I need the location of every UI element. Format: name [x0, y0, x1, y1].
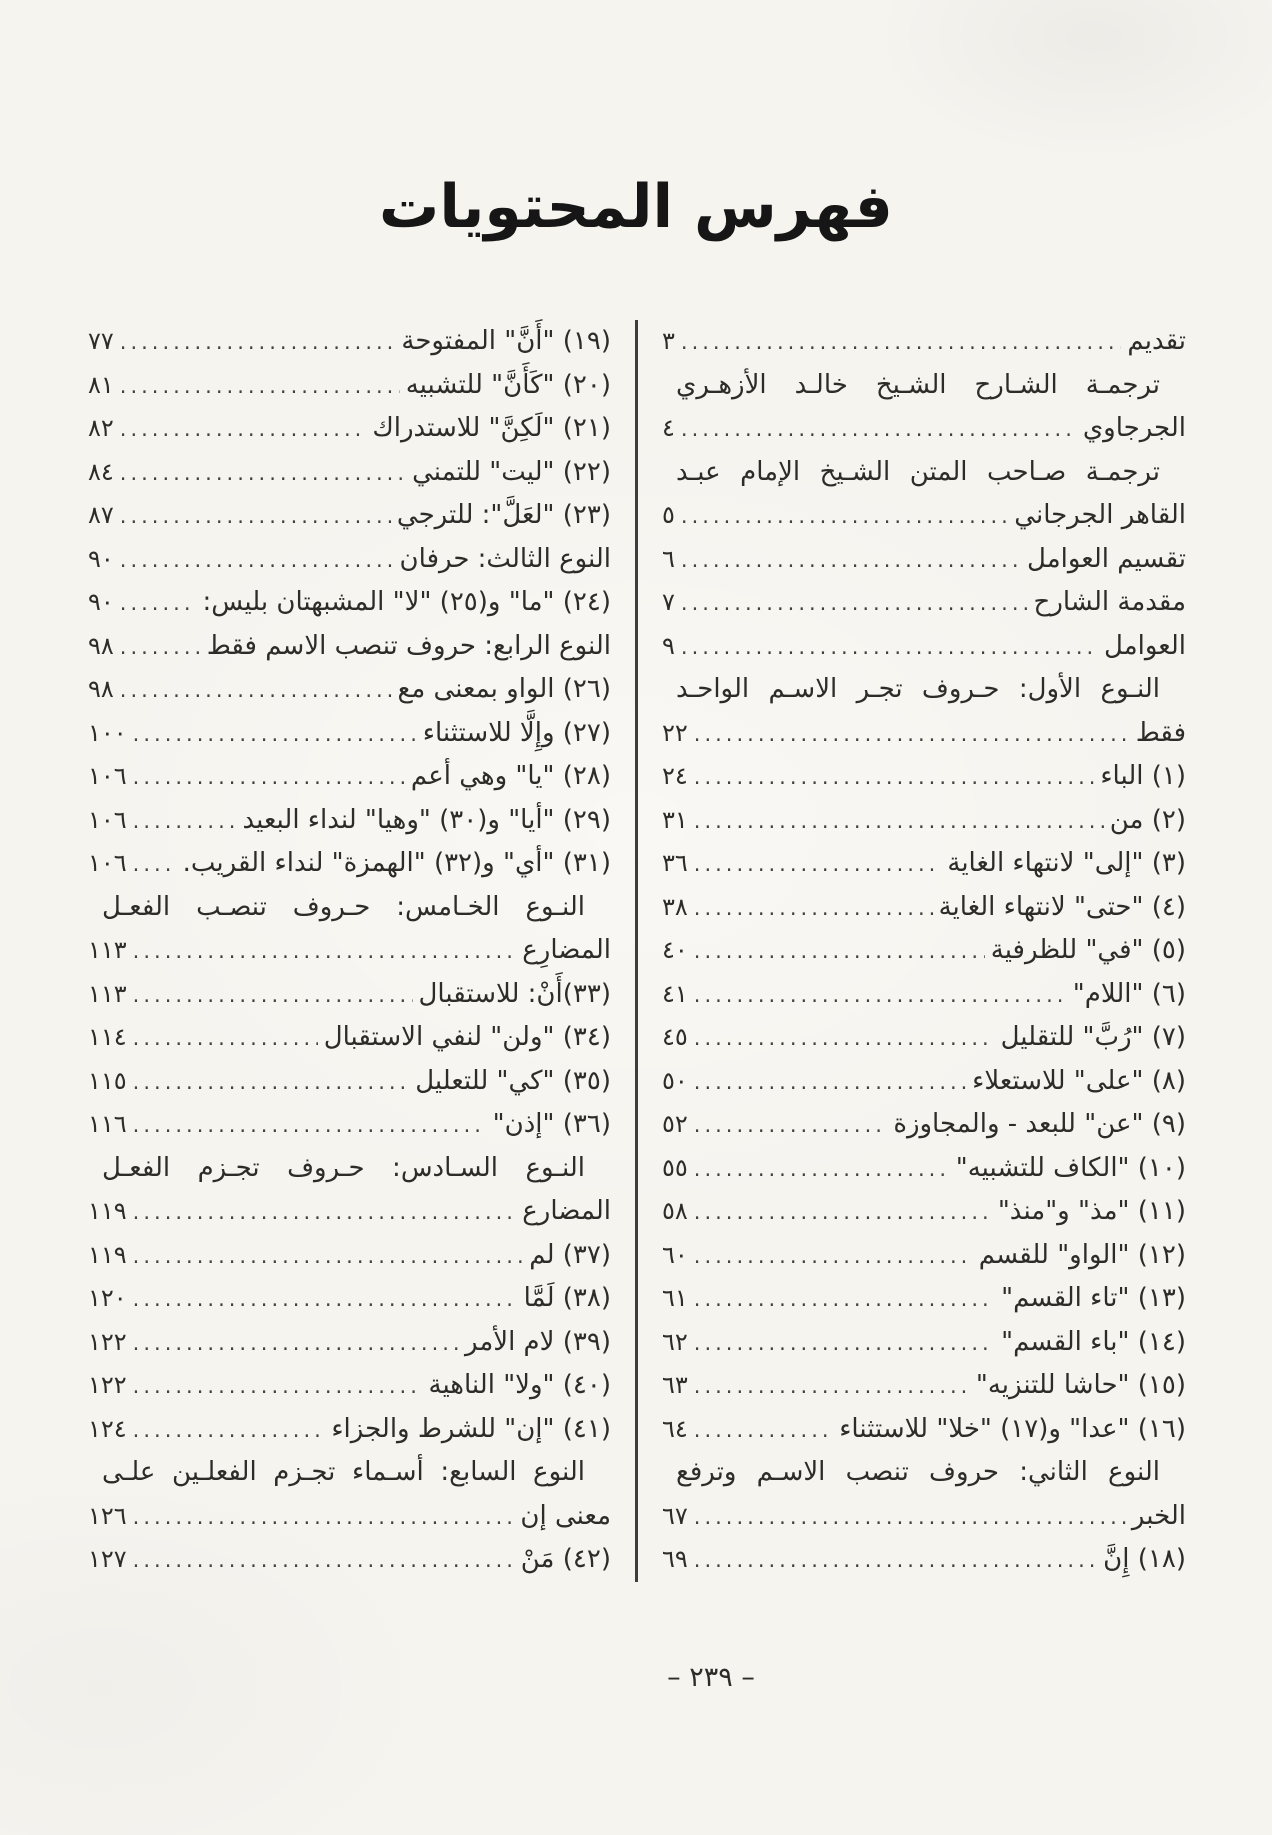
toc-entry-text: (٤١) "إن" للشرط والجزاء: [331, 1413, 611, 1444]
toc-entry-page-number: ٤١: [662, 979, 688, 1008]
toc-entry-page-number: ١٠٠: [88, 718, 127, 747]
toc-entry-page-number: ١١٣: [88, 979, 127, 1008]
toc-entry-text: (١٩) "أَنَّ" المفتوحة: [401, 326, 611, 356]
toc-entry-text: تقسيم العوامل: [1027, 543, 1186, 574]
dot-leader: [133, 1322, 459, 1366]
toc-entry-page-number: ٦١: [662, 1284, 688, 1312]
toc-entry-text: معنى إن: [520, 1500, 611, 1531]
toc-entry-row: [88, 1234, 611, 1278]
toc-entry-page-number: ٦٠: [662, 1240, 688, 1269]
toc-entry-row: [662, 1060, 1186, 1104]
dot-leader: [694, 1235, 973, 1279]
toc-entry-text: (٢٣) "لعَلَّ": للترجي: [396, 500, 611, 530]
toc-entry-row: [88, 1538, 611, 1582]
toc-entry-text: (٦) "اللام": [1072, 978, 1186, 1009]
toc-entry-text: (٣٦) "إذن": [492, 1109, 611, 1139]
toc-entry-text: (١٣) "تاء القسم": [1001, 1283, 1186, 1313]
toc-entry-page-number: ٦٢: [662, 1327, 688, 1356]
toc-entry-wrap-line: [662, 451, 1186, 495]
dot-leader: [120, 452, 406, 496]
toc-entry-text: (٣٧) لم: [529, 1239, 611, 1270]
dot-leader: [133, 1235, 524, 1279]
toc-entry-text: (١١) "مذ" و"منذ": [997, 1196, 1186, 1226]
toc-entry-row: [88, 320, 611, 364]
toc-entry-wrap-line: [88, 886, 611, 930]
toc-entry-page-number: ٨١: [88, 370, 114, 399]
toc-entry-row: [88, 364, 611, 408]
toc-entry-page-number: ٣: [662, 327, 675, 355]
toc-entry-page-number: ٧٧: [88, 327, 114, 355]
toc-columns: [84, 320, 1186, 1582]
toc-entry-wrap-line: [88, 1451, 611, 1495]
toc-entry-page-number: ٦: [662, 544, 675, 573]
toc-entry-row: [88, 1190, 611, 1234]
toc-entry-text: (٧) "رُبَّ" للتقليل: [1000, 1022, 1186, 1052]
toc-entry-page-number: ٦٩: [662, 1545, 688, 1573]
toc-entry-page-number: ٣١: [662, 805, 688, 834]
dot-leader: [681, 582, 1028, 626]
toc-entry-text: الخبر: [1131, 1500, 1186, 1531]
toc-entry-page-number: ٨٢: [88, 414, 114, 442]
toc-entry-wrap-line: [662, 364, 1186, 408]
dot-leader: [694, 1061, 966, 1105]
toc-entry-page-number: ٥٨: [662, 1197, 688, 1225]
toc-entry-page-number: ١٢٢: [88, 1371, 127, 1399]
toc-entry-text: (٢٦) الواو بمعنى مع: [397, 674, 611, 704]
toc-entry-text: (٤٢) مَنْ: [520, 1544, 611, 1574]
toc-entry-text: المضارِع: [522, 935, 611, 965]
toc-entry-page-number: ١١٥: [88, 1066, 127, 1095]
toc-entry-row: [662, 1408, 1186, 1452]
page-title: فهرس المحتويات: [379, 172, 893, 242]
toc-entry-text: (٤) "حتى" لانتهاء الغاية: [938, 891, 1186, 922]
toc-entry-page-number: ٥٠: [662, 1066, 688, 1095]
toc-entry-text: (٢) من: [1109, 804, 1186, 835]
toc-entry-text: النـوع الخـامس: حـروف تنصـب الفعـل: [102, 891, 585, 922]
toc-entry-row: [662, 929, 1186, 973]
toc-entry-text: النـوع السـادس: حـروف تجـزم الفعـل: [102, 1152, 585, 1183]
toc-entry-row: [88, 451, 611, 495]
toc-entry-row: [88, 668, 611, 712]
toc-entry-row: [88, 712, 611, 756]
toc-entry-row: [88, 755, 611, 799]
toc-entry-row: [88, 1495, 611, 1539]
toc-entry-page-number: ٩٨: [88, 631, 114, 660]
toc-entry-page-number: ٢٤: [662, 762, 688, 790]
dot-leader: [694, 1017, 995, 1061]
dot-leader: [120, 669, 392, 713]
toc-entry-page-number: ١١٦: [88, 1110, 127, 1138]
toc-entry-page-number: ١٢٠: [88, 1284, 127, 1312]
toc-entry-text: النـوع الأول: حـروف تجـر الاسـم الواحـد: [676, 674, 1160, 704]
toc-entry-row: [662, 1538, 1186, 1582]
toc-entry-row: [662, 799, 1186, 843]
toc-entry-text: (٢٢) "ليت" للتمني: [412, 456, 611, 487]
dot-leader: [133, 1104, 487, 1148]
dot-leader: [694, 1539, 1097, 1583]
dot-leader: [133, 756, 405, 800]
toc-entry-page-number: ٦٣: [662, 1371, 688, 1399]
toc-entry-page-number: ٢٢: [662, 718, 688, 747]
dot-leader: [120, 408, 367, 452]
toc-entry-row: [88, 1060, 611, 1104]
toc-entry-text: النوع الرابع: حروف تنصب الاسم فقط: [206, 630, 611, 661]
dot-leader: [694, 1148, 950, 1192]
toc-entry-row: [662, 538, 1186, 582]
dot-leader: [694, 1496, 1126, 1540]
toc-entry-row: [662, 407, 1186, 451]
toc-entry-row: [88, 581, 611, 625]
toc-entry-row: [662, 973, 1186, 1017]
footer-page-number: – ٢٣٩ –: [667, 1662, 755, 1693]
toc-entry-text: (١٤) "باء القسم": [1001, 1326, 1186, 1357]
toc-entry-text: النوع السابع: أسـماء تجـزم الفعلـين علـى: [102, 1457, 585, 1487]
toc-entry-text: (٣٣)أَنْ: للاستقبال: [418, 978, 611, 1009]
dot-leader: [681, 539, 1021, 583]
dot-leader: [133, 1365, 423, 1409]
toc-entry-text: (٣١) "أي" و(٣٢) "الهمزة" لنداء القريب.: [182, 848, 611, 878]
toc-entry-page-number: ١٠٦: [88, 762, 127, 790]
toc-entry-row: [88, 973, 611, 1017]
toc-entry-text: (١) الباء: [1100, 761, 1186, 791]
toc-entry-row: [662, 712, 1186, 756]
toc-entry-row: [662, 755, 1186, 799]
toc-entry-text: (٢٨) "يا" وهي أعم: [410, 761, 611, 791]
dot-leader: [133, 843, 177, 887]
toc-entry-text: (٢١) "لَكِنَّ" للاستدراك: [372, 413, 611, 443]
dot-leader: [681, 495, 1008, 539]
toc-entry-text: (٢٩) "أيا" و(٣٠) "وهيا" لنداء البعيد: [242, 804, 611, 835]
toc-entry-row: [662, 1147, 1186, 1191]
dot-leader: [120, 321, 396, 365]
toc-entry-page-number: ٣٦: [662, 849, 688, 877]
dot-leader: [120, 365, 400, 409]
toc-entry-text: (٣٤) "ولن" لنفي الاستقبال: [323, 1022, 611, 1052]
dot-leader: [133, 1017, 318, 1061]
toc-entry-wrap-line: [88, 1147, 611, 1191]
toc-entry-row: [662, 842, 1186, 886]
toc-entry-text: مقدمة الشارح: [1033, 587, 1186, 617]
toc-entry-text: (١٨) إِنَّ: [1103, 1544, 1186, 1574]
toc-entry-text: (٣٩) لام الأمر: [464, 1326, 611, 1357]
dot-leader: [694, 1278, 995, 1322]
dot-leader: [120, 582, 197, 626]
toc-entry-text: القاهر الجرجاني: [1014, 500, 1186, 530]
toc-entry-row: [662, 1495, 1186, 1539]
toc-entry-text: تقديم: [1127, 326, 1186, 356]
toc-entry-page-number: ٩٠: [88, 588, 114, 616]
dot-leader: [133, 1278, 518, 1322]
dot-leader: [694, 1365, 970, 1409]
dot-leader: [694, 843, 942, 887]
toc-entry-page-number: ٤٠: [662, 936, 688, 964]
toc-entry-row: [662, 1190, 1186, 1234]
dot-leader: [694, 887, 933, 931]
toc-entry-page-number: ١١٩: [88, 1240, 127, 1269]
toc-entry-page-number: ١٢٢: [88, 1327, 127, 1356]
dot-leader: [133, 974, 413, 1018]
toc-entry-row: [662, 1234, 1186, 1278]
toc-left-column: [84, 320, 635, 1582]
toc-entry-wrap-line: [662, 1451, 1186, 1495]
toc-entry-page-number: ١٠٦: [88, 849, 127, 877]
toc-entry-row: [662, 320, 1186, 364]
toc-entry-text: المضارع: [522, 1196, 611, 1226]
dot-leader: [694, 930, 985, 974]
toc-entry-page-number: ٩٠: [88, 544, 114, 573]
toc-entry-page-number: ٥٥: [662, 1153, 688, 1182]
toc-entry-text: (١٥) "حاشا للتنزيه": [975, 1370, 1186, 1400]
dot-leader: [681, 626, 1098, 670]
toc-entry-row: [88, 1016, 611, 1060]
toc-entry-page-number: ٥٢: [662, 1110, 688, 1138]
dot-leader: [120, 539, 394, 583]
toc-entry-page-number: ١٢٧: [88, 1545, 127, 1573]
toc-entry-row: [88, 625, 611, 669]
toc-entry-row: [662, 625, 1186, 669]
toc-entry-row: [662, 1016, 1186, 1060]
toc-entry-row: [88, 1408, 611, 1452]
toc-entry-wrap-line: [662, 668, 1186, 712]
toc-entry-text: (١٦) "عدا" و(١٧) "خلا" للاستثناء: [839, 1413, 1186, 1444]
toc-entry-page-number: ٤٥: [662, 1023, 688, 1051]
toc-entry-text: (٤٠) "ولا" الناهية: [428, 1370, 611, 1400]
dot-leader: [694, 800, 1104, 844]
toc-entry-text: النوع الثالث: حرفان: [399, 543, 611, 574]
toc-entry-text: (٩) "عن" للبعد - والمجاوزة: [893, 1109, 1186, 1139]
toc-entry-row: [88, 1277, 611, 1321]
dot-leader: [694, 1104, 888, 1148]
dot-leader: [133, 1409, 326, 1453]
toc-entry-row: [662, 1364, 1186, 1408]
toc-entry-text: العوامل: [1104, 630, 1186, 661]
toc-entry-text: فقط: [1135, 717, 1186, 748]
dot-leader: [133, 1496, 515, 1540]
toc-entry-text: (١٢) "الواو" للقسم: [978, 1239, 1186, 1270]
dot-leader: [133, 800, 237, 844]
toc-entry-page-number: ٤: [662, 414, 675, 442]
toc-entry-text: (٨) "على" للاستعلاء: [972, 1065, 1186, 1096]
toc-entry-page-number: ٥: [662, 501, 675, 529]
toc-entry-page-number: ٩٨: [88, 675, 114, 703]
toc-entry-text: (٣) "إلى" لانتهاء الغاية: [947, 848, 1186, 878]
toc-entry-row: [662, 494, 1186, 538]
dot-leader: [681, 321, 1122, 365]
toc-entry-row: [662, 1277, 1186, 1321]
dot-leader: [694, 974, 1067, 1018]
toc-entry-page-number: ٦٤: [662, 1414, 688, 1443]
dot-leader: [694, 713, 1130, 757]
dot-leader: [133, 1061, 410, 1105]
toc-entry-row: [88, 799, 611, 843]
dot-leader: [133, 1539, 515, 1583]
toc-right-column: [635, 320, 1186, 1582]
toc-entry-page-number: ١٢٤: [88, 1414, 127, 1443]
toc-entry-page-number: ١١٩: [88, 1197, 127, 1225]
dot-leader: [694, 1191, 992, 1235]
toc-entry-page-number: ٩: [662, 631, 675, 660]
toc-entry-row: [88, 1321, 611, 1365]
toc-entry-page-number: ١٠٦: [88, 805, 127, 834]
toc-entry-page-number: ١١٣: [88, 936, 127, 964]
dot-leader: [120, 626, 201, 670]
toc-entry-text: ترجمـة صـاحب المتن الشـيخ الإمام عبـد: [676, 456, 1160, 487]
toc-entry-text: ترجمـة الشـارح الشـيخ خالـد الأزهـري: [676, 369, 1160, 400]
dot-leader: [681, 408, 1077, 452]
toc-entry-page-number: ١١٤: [88, 1023, 127, 1051]
toc-entry-page-number: ١٢٦: [88, 1501, 127, 1530]
toc-entry-row: [88, 538, 611, 582]
dot-leader: [133, 713, 417, 757]
toc-entry-page-number: ٨٧: [88, 501, 114, 529]
toc-entry-text: الجرجاوي: [1082, 413, 1186, 443]
dot-leader: [694, 756, 1095, 800]
toc-entry-page-number: ٨٤: [88, 457, 114, 486]
toc-entry-text: (٣٨) لَمَّا: [523, 1283, 611, 1313]
dot-leader: [133, 1191, 517, 1235]
toc-entry-row: [88, 842, 611, 886]
toc-entry-row: [88, 494, 611, 538]
toc-entry-text: (١٠) "الكاف للتشبيه": [955, 1152, 1186, 1183]
toc-entry-row: [662, 1321, 1186, 1365]
toc-entry-page-number: ٣٨: [662, 892, 688, 921]
toc-entry-page-number: ٧: [662, 588, 675, 616]
toc-entry-row: [88, 1364, 611, 1408]
toc-entry-text: (٢٧) وإِلَّا للاستثناء: [422, 717, 611, 748]
toc-entry-text: (٣٥) "كي" للتعليل: [415, 1065, 611, 1096]
dot-leader: [133, 930, 517, 974]
toc-entry-row: [662, 886, 1186, 930]
toc-entry-text: (٥) "في" للظرفية: [990, 935, 1186, 965]
toc-entry-text: (٢٤) "ما" و(٢٥) "لا" المشبهتان بليس:: [202, 587, 611, 617]
toc-entry-text: (٢٠) "كَأَنَّ" للتشبيه: [405, 369, 611, 400]
dot-leader: [694, 1322, 995, 1366]
toc-entry-row: [88, 1103, 611, 1147]
toc-entry-page-number: ٦٧: [662, 1501, 688, 1530]
dot-leader: [120, 495, 391, 539]
dot-leader: [694, 1409, 833, 1453]
toc-entry-row: [88, 929, 611, 973]
toc-entry-row: [662, 1103, 1186, 1147]
toc-entry-row: [662, 581, 1186, 625]
toc-entry-row: [88, 407, 611, 451]
toc-entry-text: النوع الثاني: حروف تنصب الاسـم وترفع: [676, 1457, 1160, 1487]
